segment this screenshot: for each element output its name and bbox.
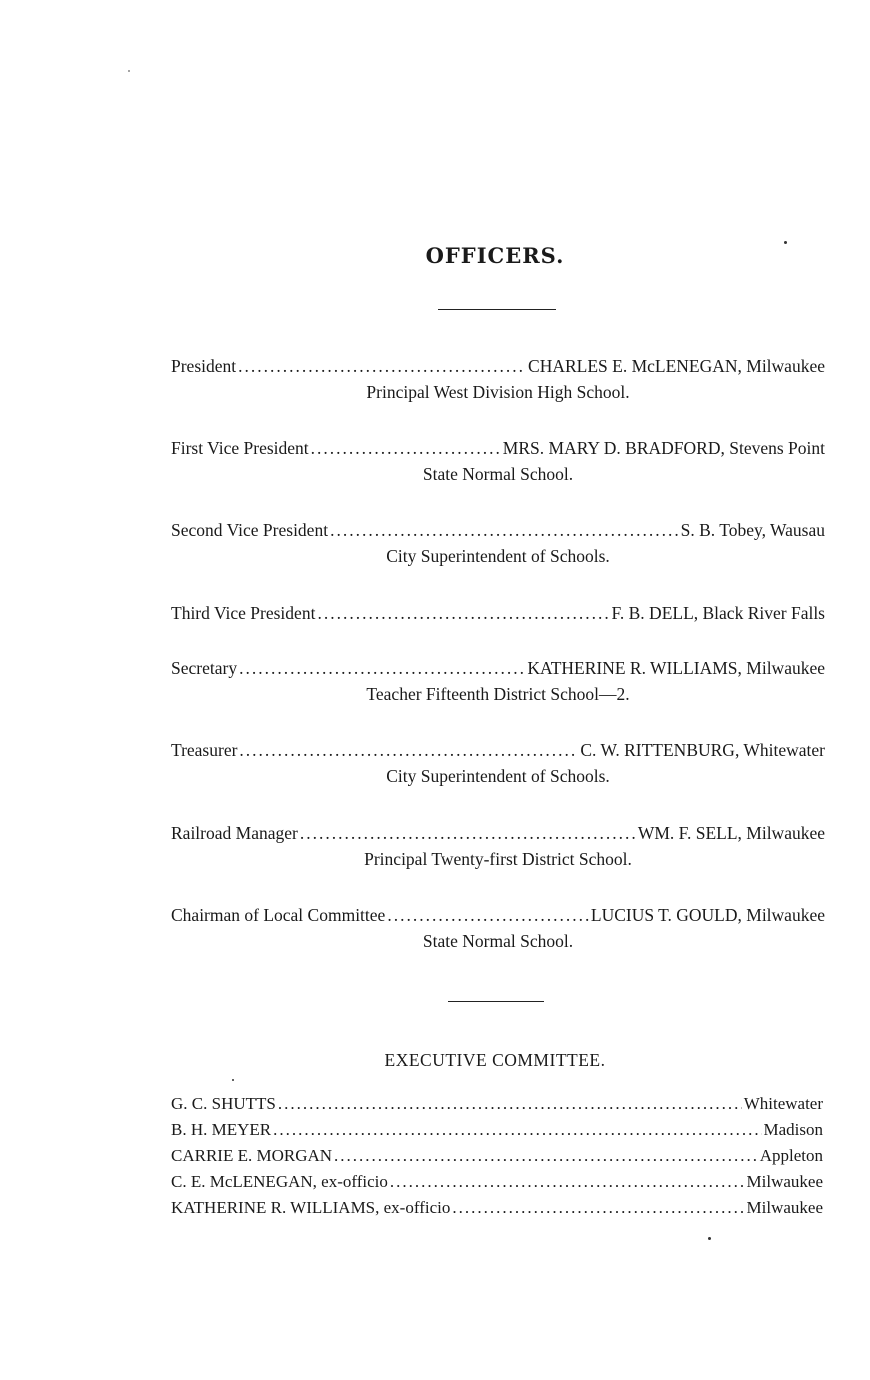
dot-leader: [238, 356, 526, 377]
officer-entry-president: [171, 356, 825, 404]
officer-line: [171, 823, 825, 847]
committee-member: [171, 1094, 823, 1120]
officer-description: Principal West Division High School.: [366, 382, 630, 402]
committee-member: [171, 1198, 823, 1224]
ink-speck: [128, 70, 130, 72]
officer-line: [171, 356, 825, 380]
dot-leader: [452, 1198, 744, 1218]
officer-description: Principal Twenty-first District School.: [364, 849, 632, 869]
officer-role: Secretary: [171, 658, 238, 678]
officer-line: [171, 658, 825, 682]
officer-entry-treasurer: [171, 740, 825, 788]
executive-committee-heading: EXECUTIVE COMMITTEE.: [384, 1050, 606, 1070]
dot-leader: [239, 658, 525, 679]
officer-entry-third-vice-president: [171, 603, 825, 627]
officer-entry-railroad-manager: [171, 823, 825, 871]
committee-member: [171, 1120, 823, 1146]
officer-name: LUCIUS T. GOULD, Milwaukee: [590, 905, 825, 925]
ink-speck: [232, 1079, 234, 1081]
committee-member: [171, 1146, 823, 1172]
officer-name: S. B. Tobey, Wausau: [680, 520, 825, 540]
officer-role: Chairman of Local Committee: [171, 905, 386, 925]
officer-description: State Normal School.: [422, 464, 574, 484]
officer-line: [171, 520, 825, 544]
ink-speck: [784, 241, 787, 244]
officer-entry-secretary: [171, 658, 825, 706]
member-place: Madison: [763, 1120, 823, 1139]
officer-description: State Normal School.: [422, 931, 574, 951]
dot-leader: [278, 1094, 742, 1114]
member-place: Milwaukee: [746, 1198, 823, 1217]
officer-role: Railroad Manager: [171, 823, 298, 843]
title-divider: [438, 309, 556, 310]
dot-leader: [239, 740, 578, 761]
officer-name: WM. F. SELL, Milwaukee: [637, 823, 825, 843]
officer-role: Second Vice President: [171, 520, 329, 540]
ink-speck: [708, 1237, 711, 1240]
officer-role: Treasurer: [171, 740, 238, 760]
section-divider: [448, 1001, 544, 1002]
member-name: KATHERINE R. WILLIAMS, ex-officio: [171, 1198, 451, 1217]
officer-line: [171, 603, 825, 627]
officer-name: C. W. RITTENBURG, Whitewater: [580, 740, 825, 760]
officer-line: [171, 740, 825, 764]
officer-entry-second-vice-president: [171, 520, 825, 568]
officer-name: KATHERINE R. WILLIAMS, Milwaukee: [527, 658, 825, 678]
member-name: C. E. McLENEGAN, ex-officio: [171, 1172, 388, 1191]
officer-entry-local-committee-chairman: [171, 905, 825, 953]
member-place: Appleton: [759, 1146, 823, 1165]
dot-leader: [390, 1172, 745, 1192]
member-name: G. C. SHUTTS: [171, 1094, 276, 1113]
officer-name: CHARLES E. McLENEGAN, Milwaukee: [528, 356, 825, 376]
officer-line: [171, 438, 825, 462]
officer-name: MRS. MARY D. BRADFORD, Stevens Point: [502, 438, 825, 458]
dot-leader: [334, 1146, 758, 1166]
dot-leader: [300, 823, 636, 844]
dot-leader: [311, 438, 501, 459]
officer-entry-first-vice-president: [171, 438, 825, 486]
committee-member: [171, 1172, 823, 1198]
officer-line: [171, 905, 825, 929]
dot-leader: [317, 603, 609, 624]
executive-committee-list: [171, 1094, 823, 1224]
member-name: CARRIE E. MORGAN: [171, 1146, 333, 1165]
officer-role: Third Vice President: [171, 603, 316, 623]
member-name: B. H. MEYER: [171, 1120, 272, 1139]
officer-description: Teacher Fifteenth District School—2.: [366, 684, 630, 704]
officer-description: City Superintendent of Schools.: [386, 546, 610, 566]
officer-description: City Superintendent of Schools.: [386, 766, 610, 786]
member-place: Whitewater: [743, 1094, 823, 1113]
officer-role: First Vice President: [171, 438, 309, 458]
officer-name: F. B. DELL, Black River Falls: [611, 603, 825, 623]
member-place: Milwaukee: [746, 1172, 823, 1191]
dot-leader: [330, 520, 679, 541]
dot-leader: [273, 1120, 761, 1140]
dot-leader: [387, 905, 589, 926]
officer-role: President: [171, 356, 237, 376]
page-title: OFFICERS.: [425, 243, 565, 268]
